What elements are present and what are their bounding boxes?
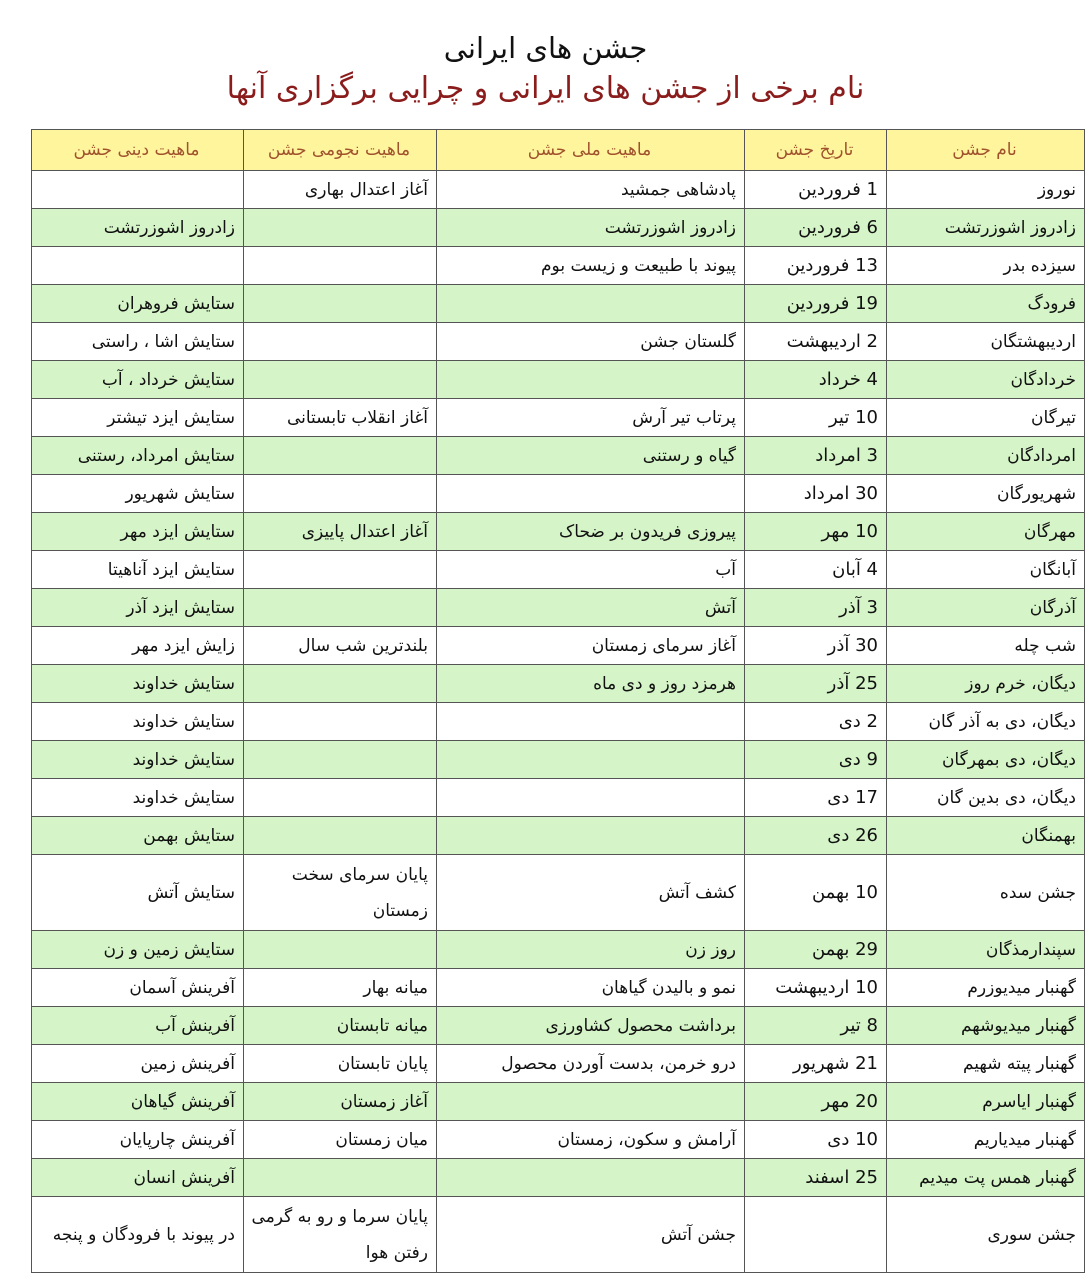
cell-astro <box>244 931 437 969</box>
table-row <box>32 627 1085 665</box>
cell-astro: پایان سرما و رو به گرمی رفتن هوا <box>244 1197 437 1273</box>
cell-national <box>437 1159 745 1197</box>
page-title: جشن های ایرانی <box>443 31 648 65</box>
cell-astro <box>244 247 437 285</box>
table-header-row <box>32 130 1085 171</box>
cell-national <box>437 817 745 855</box>
cell-national <box>437 741 745 779</box>
cell-national: زادروز اشوزرتشت <box>437 209 745 247</box>
table-row <box>32 1045 1085 1083</box>
cell-date: 3 آذر <box>745 589 887 627</box>
cell-national: آغاز سرمای زمستان <box>437 627 745 665</box>
cell-date: 21 شهریور <box>745 1045 887 1083</box>
cell-name: شب چله <box>887 627 1085 665</box>
cell-name: گهنبار پیته شهیم <box>887 1045 1085 1083</box>
table-row <box>32 855 1085 931</box>
cell-national: برداشت محصول کشاورزی <box>437 1007 745 1045</box>
cell-name: آذرگان <box>887 589 1085 627</box>
cell-national: گلستان جشن <box>437 323 745 361</box>
table-row <box>32 247 1085 285</box>
cell-national <box>437 1083 745 1121</box>
cell-religion <box>32 171 244 209</box>
cell-national <box>437 703 745 741</box>
cell-name: گهنبار ایاسرم <box>887 1083 1085 1121</box>
cell-astro: میانه تابستان <box>244 1007 437 1045</box>
page-subtitle: نام برخی از جشن های ایرانی و چرایی برگزاری آنها <box>226 71 865 106</box>
cell-name: آبانگان <box>887 551 1085 589</box>
cell-date: 3 امرداد <box>745 437 887 475</box>
cell-national <box>437 475 745 513</box>
cell-religion: آفرینش گیاهان <box>32 1083 244 1121</box>
festivals-table <box>31 129 1085 1273</box>
cell-astro: میانه بهار <box>244 969 437 1007</box>
table-row <box>32 1159 1085 1197</box>
cell-name: دیگان، خرم روز <box>887 665 1085 703</box>
cell-name: جشن سده <box>887 855 1085 931</box>
cell-religion: ستایش خداوند <box>32 779 244 817</box>
cell-religion: ستایش خداوند <box>32 665 244 703</box>
cell-national: پیوند با طبیعت و زیست بوم <box>437 247 745 285</box>
header-religion: ماهیت دینی جشن <box>32 130 244 171</box>
cell-date: 20 مهر <box>745 1083 887 1121</box>
cell-date: 4 آبان <box>745 551 887 589</box>
table-row <box>32 665 1085 703</box>
table-row <box>32 399 1085 437</box>
cell-religion: ستایش فروهران <box>32 285 244 323</box>
cell-religion: ستایش ایزد مهر <box>32 513 244 551</box>
cell-date: 25 اسفند <box>745 1159 887 1197</box>
header-national: ماهیت ملی جشن <box>437 130 745 171</box>
cell-date: 13 فروردین <box>745 247 887 285</box>
cell-national: نمو و بالیدن گیاهان <box>437 969 745 1007</box>
cell-national: روز زن <box>437 931 745 969</box>
cell-astro <box>244 741 437 779</box>
cell-astro <box>244 475 437 513</box>
cell-national: هرمزد روز و دی ماه <box>437 665 745 703</box>
cell-astro: آغاز انقلاب تابستانی <box>244 399 437 437</box>
cell-date: 26 دی <box>745 817 887 855</box>
cell-religion: در پیوند با فرودگان و پنجه <box>32 1197 244 1273</box>
cell-name: شهریورگان <box>887 475 1085 513</box>
cell-date: 10 مهر <box>745 513 887 551</box>
cell-name: گهنبار میدیوشهم <box>887 1007 1085 1045</box>
cell-astro <box>244 817 437 855</box>
table-row <box>32 1121 1085 1159</box>
cell-religion: ستایش ایزد آناهیتا <box>32 551 244 589</box>
cell-national: درو خرمن، بدست آوردن محصول <box>437 1045 745 1083</box>
cell-astro: آغاز اعتدال بهاری <box>244 171 437 209</box>
cell-national <box>437 361 745 399</box>
cell-religion: ستایش زمین و زن <box>32 931 244 969</box>
cell-date: 8 تیر <box>745 1007 887 1045</box>
cell-religion: آفرینش چارپایان <box>32 1121 244 1159</box>
cell-astro <box>244 437 437 475</box>
cell-religion: ستایش خداوند <box>32 741 244 779</box>
header-date: تاریخ جشن <box>745 130 887 171</box>
table-row <box>32 323 1085 361</box>
cell-name: سپندارمذگان <box>887 931 1085 969</box>
cell-national: پیروزی فریدون بر ضحاک <box>437 513 745 551</box>
cell-name: گهنبار میدیاریم <box>887 1121 1085 1159</box>
cell-date: 2 دی <box>745 703 887 741</box>
cell-name: دیگان، دی بدین گان <box>887 779 1085 817</box>
cell-date: 10 دی <box>745 1121 887 1159</box>
cell-national: گیاه و رستنی <box>437 437 745 475</box>
table-row <box>32 209 1085 247</box>
table-row <box>32 589 1085 627</box>
cell-name: نوروز <box>887 171 1085 209</box>
table-row <box>32 817 1085 855</box>
cell-religion: ستایش ایزد آذر <box>32 589 244 627</box>
cell-astro: بلندترین شب سال <box>244 627 437 665</box>
cell-astro <box>244 665 437 703</box>
cell-religion: ستایش خداوند <box>32 703 244 741</box>
cell-national: کشف آتش <box>437 855 745 931</box>
cell-name: بهمنگان <box>887 817 1085 855</box>
cell-date: 2 اردیبهشت <box>745 323 887 361</box>
cell-religion: ستایش خرداد ، آب <box>32 361 244 399</box>
cell-date: 10 تیر <box>745 399 887 437</box>
cell-date: 10 اردیبهشت <box>745 969 887 1007</box>
cell-religion: ستایش ایزد تیشتر <box>32 399 244 437</box>
cell-religion: ستایش امرداد، رستنی <box>32 437 244 475</box>
cell-name: اردیبهشتگان <box>887 323 1085 361</box>
cell-date: 6 فروردین <box>745 209 887 247</box>
table-row <box>32 437 1085 475</box>
cell-national <box>437 779 745 817</box>
cell-religion: ستایش بهمن <box>32 817 244 855</box>
cell-astro <box>244 209 437 247</box>
table-row <box>32 741 1085 779</box>
cell-name: مهرگان <box>887 513 1085 551</box>
cell-astro: آغاز اعتدال پاییزی <box>244 513 437 551</box>
table-row <box>32 1083 1085 1121</box>
cell-religion: ستایش شهریور <box>32 475 244 513</box>
cell-national: آتش <box>437 589 745 627</box>
table-row <box>32 931 1085 969</box>
table-body <box>32 171 1085 1273</box>
table-row <box>32 361 1085 399</box>
cell-astro <box>244 703 437 741</box>
cell-astro <box>244 285 437 323</box>
cell-astro <box>244 589 437 627</box>
cell-astro: پایان سرمای سخت زمستان <box>244 855 437 931</box>
cell-religion: آفرینش آسمان <box>32 969 244 1007</box>
table-row <box>32 285 1085 323</box>
cell-national: جشن آتش <box>437 1197 745 1273</box>
cell-national: پرتاب تیر آرش <box>437 399 745 437</box>
cell-date: 4 خرداد <box>745 361 887 399</box>
table-row <box>32 513 1085 551</box>
cell-religion: ستایش آتش <box>32 855 244 931</box>
cell-national <box>437 285 745 323</box>
table-row <box>32 551 1085 589</box>
cell-date: 29 بهمن <box>745 931 887 969</box>
table-row <box>32 171 1085 209</box>
cell-astro: پایان تابستان <box>244 1045 437 1083</box>
cell-name: تیرگان <box>887 399 1085 437</box>
cell-astro <box>244 361 437 399</box>
cell-national: آب <box>437 551 745 589</box>
cell-religion: آفرینش زمین <box>32 1045 244 1083</box>
cell-date: 30 امرداد <box>745 475 887 513</box>
cell-astro <box>244 1159 437 1197</box>
cell-religion: زایش ایزد مهر <box>32 627 244 665</box>
cell-name: سیزده بدر <box>887 247 1085 285</box>
cell-date: 1 فروردین <box>745 171 887 209</box>
cell-national: پادشاهی جمشید <box>437 171 745 209</box>
table-row <box>32 779 1085 817</box>
cell-astro <box>244 779 437 817</box>
cell-name: خردادگان <box>887 361 1085 399</box>
cell-date: 25 آذر <box>745 665 887 703</box>
cell-date: 10 بهمن <box>745 855 887 931</box>
cell-religion: زادروز اشوزرتشت <box>32 209 244 247</box>
cell-national: آرامش و سکون، زمستان <box>437 1121 745 1159</box>
cell-name: امردادگان <box>887 437 1085 475</box>
cell-astro <box>244 551 437 589</box>
cell-astro <box>244 323 437 361</box>
cell-name: زادروز اشوزرتشت <box>887 209 1085 247</box>
header-name: نام جشن <box>887 130 1085 171</box>
cell-date: 19 فروردین <box>745 285 887 323</box>
cell-name: گهنبار همس پت میدیم <box>887 1159 1085 1197</box>
table-row <box>32 1197 1085 1273</box>
cell-astro: آغاز زمستان <box>244 1083 437 1121</box>
cell-religion: ستایش اشا ، راستی <box>32 323 244 361</box>
table-row <box>32 1007 1085 1045</box>
cell-name: فرودگ <box>887 285 1085 323</box>
table-row <box>32 475 1085 513</box>
cell-date: 17 دی <box>745 779 887 817</box>
cell-name: دیگان، دی به آذر گان <box>887 703 1085 741</box>
cell-astro: میان زمستان <box>244 1121 437 1159</box>
cell-name: جشن سوری <box>887 1197 1085 1273</box>
table-row <box>32 969 1085 1007</box>
cell-date <box>745 1197 887 1273</box>
cell-religion: آفرینش انسان <box>32 1159 244 1197</box>
cell-name: دیگان، دی بمهرگان <box>887 741 1085 779</box>
cell-date: 9 دی <box>745 741 887 779</box>
cell-religion <box>32 247 244 285</box>
header-astro: ماهیت نجومی جشن <box>244 130 437 171</box>
cell-religion: آفرینش آب <box>32 1007 244 1045</box>
cell-name: گهنبار میدیوزرم <box>887 969 1085 1007</box>
table-row <box>32 703 1085 741</box>
cell-date: 30 آذر <box>745 627 887 665</box>
